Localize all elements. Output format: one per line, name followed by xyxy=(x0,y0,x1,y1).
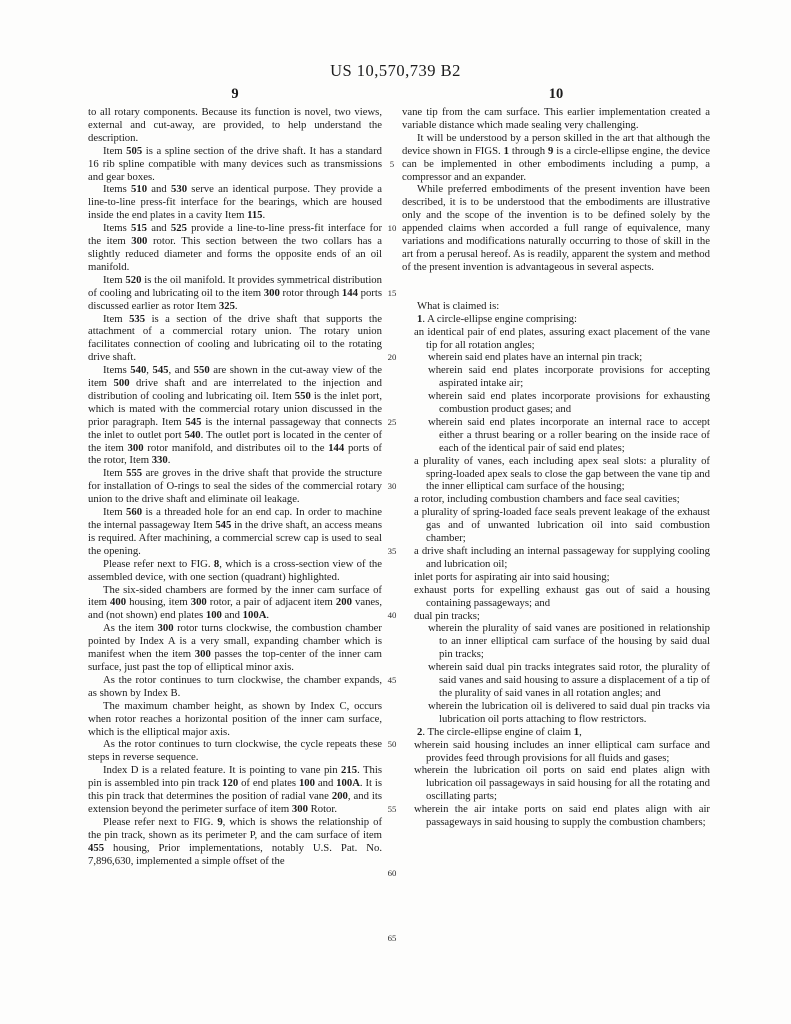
paragraph: It will be understood by a person skilled in the art that although the device shown in FIGS. 1 through 9 is a circle-ellipse engine, the device can be implemented in other embodiments including a pump, a compressor and an expander. xyxy=(402,131,710,183)
right-column-paragraphs xyxy=(402,106,710,274)
claim-line: wherein said housing includes an inner elliptical cam surface and provides feed through provisions for all fluids and gases; xyxy=(414,738,710,764)
line-number: 60 xyxy=(387,868,397,879)
paragraph: As the item 300 rotor turns clockwise, the combustion chamber pointed by Index A is a very small, expanding chamber which is manifest when the item 300 passes the top-center of the inner cam surface, just past the top of elliptical minor axis. xyxy=(88,622,382,673)
claim-line: a rotor, including combustion chambers and face seal cavities; xyxy=(414,493,680,506)
claim-line: 2. The circle-ellipse engine of claim 1, xyxy=(417,725,582,738)
line-number: 5 xyxy=(389,158,395,169)
paragraph: While preferred embodiments of the present invention have been described, it is to be understood that the embodiments are illustrative only and the scope of the invention is to be defined solely by the appended claims when accorded a full range of equivalence, many variations and modifications naturally occurring to those of skill in the art from a perusal hereof. As is readily, apparent the system and method of the present invention is advantageous in several aspects. xyxy=(402,183,710,273)
paragraph: Please refer next to FIG. 9, which is shows the relationship of the pin track, shown as its perimeter P, and the cam surface of item 455 housing, Prior implementations, notably U.S. Pat. No. 7,896,630, implemented a simple offset of the xyxy=(88,815,382,867)
paragraph: Items 515 and 525 provide a line-to-line press-fit interface for the item 300 rotor. This section between the two collars has a slightly reduced diameter and forms the opposite ends of an oil manifold. xyxy=(88,222,382,273)
claim-line: wherein said end plates incorporate provisions for accepting aspirated intake air; xyxy=(428,364,710,390)
paragraph: Item 535 is a section of the drive shaft that supports the attachment of a commercial rotary union. The rotary union facilitates connection of cooling and lubricating oil to the rotating drive shaft. xyxy=(88,312,382,364)
left-column xyxy=(88,106,382,867)
claim-line: wherein said end plates have an internal pin track; xyxy=(428,351,643,364)
paragraph: Item 555 are groves in the drive shaft that provide the structure for installation of O-rings to seal the sides of the commercial rotary union to the drive shaft and eliminate oil leakage. xyxy=(88,467,383,506)
left-column-number: 9 xyxy=(231,86,239,102)
paragraph: Item 560 is a threaded hole for an end cap. In order to machine the internal passageway Item 545 in the drive shaft, an access means is required. After machining, a commercial screw cap is used to seal the opening. xyxy=(88,506,383,557)
line-number: 65 xyxy=(387,932,397,943)
page-body xyxy=(88,106,710,943)
claim-line: 1. A circle-ellipse engine comprising: xyxy=(417,312,577,325)
claim-line: wherein said dual pin tracks integrates said rotor, the plurality of said vanes and said housing to assure a displacement of a tip of the plurality of said vanes in all rotation angles; and xyxy=(428,661,710,699)
claim-line: wherein said end plates incorporate an internal race to accept either a thrust bearing or a roller bearing on the inside race of each of the identical pair of said end plates; xyxy=(428,415,710,454)
claim-line: wherein the air intake ports on said end plates align with air passageways in said housing to supply the combustion chambers; xyxy=(414,803,710,829)
line-number: 35 xyxy=(387,545,397,556)
paragraph: Please refer next to FIG. 8, which is a cross-section view of the assembled device, with one section (quadrant) highlighted. xyxy=(88,557,382,583)
patent-number: US 10,570,739 B2 xyxy=(330,61,461,80)
paragraph: Index D is a related feature. It is pointing to vane pin 215. This pin is assembled into pin track 120 of end plates 100 and 100A. It is this pin track that determines the position of radial vane 200, and its extension beyond the perimeter surface of item 300 Rotor. xyxy=(88,764,383,815)
paragraph: vane tip from the cam surface. This earlier implementation created a variable distance which made sealing very challenging. xyxy=(402,106,710,131)
claim-line: a plurality of vanes, each including apex seal slots: a plurality of spring-loaded apex seals to close the gap between the vane tip and the inner elliptical cam surface of the housing; xyxy=(414,454,710,493)
right-column xyxy=(402,106,710,867)
paragraph: to all rotary components. Because its function is novel, two views, external and cut-away, are provided, to help understand the description. xyxy=(88,106,382,144)
claim-line: an identical pair of end plates, assuring exact placement of the vane tip for all rotation angles; xyxy=(414,325,710,351)
line-number: 55 xyxy=(387,803,397,814)
line-number: 30 xyxy=(387,481,397,492)
claim-line: What is claimed is: xyxy=(417,299,500,312)
line-number: 25 xyxy=(387,416,397,427)
claim-line: wherein said end plates incorporate provisions for exhausting combustion product gases; and xyxy=(428,390,710,416)
paragraph: Item 520 is the oil manifold. It provides symmetrical distribution of cooling and lubricating oil to the item 300 rotor through 144 ports discussed earlier as rotor Item 325. xyxy=(88,273,382,312)
line-number: 40 xyxy=(387,610,397,621)
line-number: 10 xyxy=(387,223,397,234)
line-number: 45 xyxy=(387,674,397,685)
claim-line: exhaust ports for expelling exhaust gas out of said a housing containing passageways; and xyxy=(414,583,710,609)
paragraph: The maximum chamber height, as shown by Index C, occurs when rotor reaches a horizontal position of the inner cam surface, which is the elliptical major axis. xyxy=(88,699,382,738)
line-number: 50 xyxy=(387,739,397,750)
claim-line: inlet ports for aspirating air into said housing; xyxy=(414,570,610,583)
claim-line: a plurality of spring-loaded face seals prevent leakage of the exhaust gas and of unwanted lubrication oil into said combustion chamber; xyxy=(414,506,710,545)
claim-line: a drive shaft including an internal passageway for supplying cooling and lubrication oil; xyxy=(414,545,710,570)
paragraph: Items 510 and 530 serve an identical purpose. They provide a line-to-line press-fit interface for the bearings, which are housed inside the end plates in a cavity Item 115. xyxy=(88,183,382,222)
claims-section xyxy=(402,300,710,829)
paragraph: Items 540, 545, and 550 are shown in the cut-away view of the item 500 drive shaft and are interrelated to the injection and distribution of cooling and lubricating oil. Item 550 is the inlet port, which is mated with the commercial rotary union discussed in the prior paragraph. Item 545 is the internal passageway that connects the inlet to outlet port 540. The outlet port is located in the center of the item 300 rotor manifold, and distributes oil to the 144 ports of the rotor, Item 330. xyxy=(88,364,383,467)
claim-line: wherein the plurality of said vanes are positioned in relationship to an inner elliptical cam surface of the housing by said dual pin tracks; xyxy=(428,622,710,661)
claim-line: dual pin tracks; xyxy=(414,609,480,622)
paragraph: As the rotor continues to turn clockwise, the cycle repeats these steps in reverse sequence. xyxy=(88,738,382,764)
paragraph: The six-sided chambers are formed by the inner cam surface of item 400 housing, item 300 rotor, a pair of adjacent item 200 vanes, and (not shown) end plates 100 and 100A. xyxy=(88,583,382,622)
line-number: 15 xyxy=(387,287,397,298)
claim-line: wherein the lubrication oil is delivered to said dual pin tracks via lubrication oil ports attaching to flow restrictors. xyxy=(428,699,710,725)
paragraph: Item 505 is a spline section of the drive shaft. It has a standard 16 rib spline compatible with many devices such as transmissions and gear boxes. xyxy=(88,144,382,183)
claim-line: wherein the lubrication oil ports on said end plates align with lubrication oil passageways in said housing for all the rotating and oscillating parts; xyxy=(414,764,710,803)
paragraph: As the rotor continues to turn clockwise, the chamber expands, as shown by Index B. xyxy=(88,673,382,699)
line-number-gutter xyxy=(382,106,402,943)
line-number: 20 xyxy=(387,352,397,363)
right-column-number: 10 xyxy=(548,86,564,102)
